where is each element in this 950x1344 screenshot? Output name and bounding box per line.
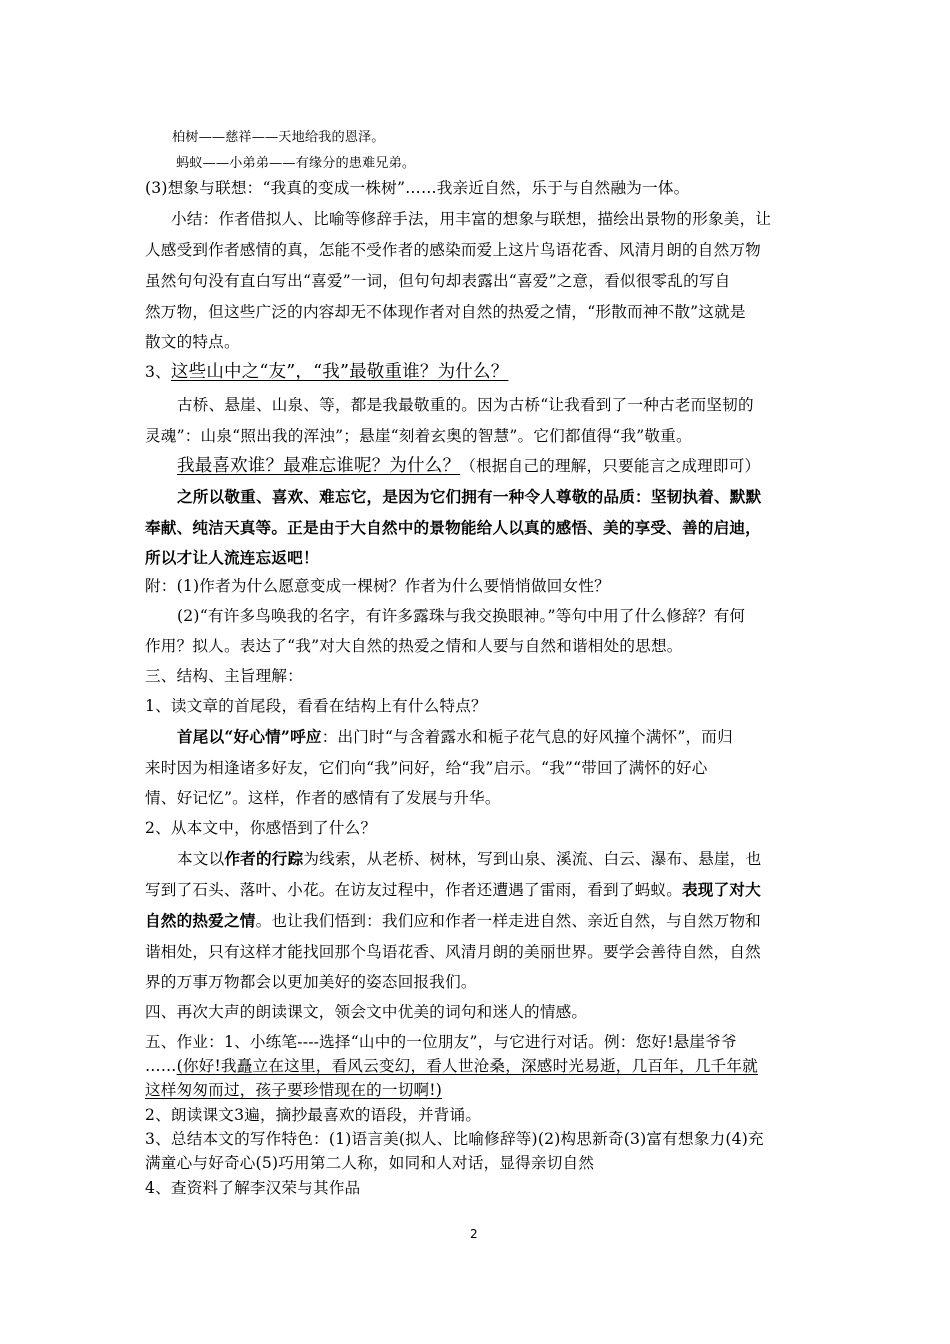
text-line: 作用？拟人。表达了“我”对大自然的热爱之情和人要与自然和谐相处的思想。 xyxy=(145,637,683,655)
bold-line: 之所以敬重、喜欢、难忘它，是因为它们拥有一种令人尊敬的品质：坚韧执着、默默 xyxy=(177,487,762,506)
text-line: 蚂蚁——小弟弟——有缘分的患难兄弟。 xyxy=(176,156,416,171)
text-line: 古桥、悬崖、山泉、等，都是我最敬重的。因为古桥“让我看到了一种古老而坚韧的 xyxy=(177,396,754,414)
text-span: 为线索，从老桥、树林，写到山泉、溪流、白云、瀑布、悬崖，也 xyxy=(303,850,762,868)
text-span: ：出门时“与含着露水和栀子花气息的好风撞个满怀”，而归 xyxy=(321,728,733,746)
text-line: 小结：作者借拟人、比喻等修辞手法，用丰富的想象与联想，描绘出景物的形象美，让 xyxy=(171,210,772,228)
text-line xyxy=(145,880,810,900)
text-line: (2)“有许多鸟唤我的名字，有许多露珠与我交换眼神。”等句中用了什么修辞？有何 xyxy=(177,607,746,625)
question-3 xyxy=(145,362,810,382)
text-span: 写到了石头、落叶、小花。在访友过程中，作者还遭遇了雷雨，看到了蚂蚁。 xyxy=(145,881,682,899)
text-line: 3、总结本文的写作特色：(1)语言美(拟人、比喻修辞等)(2)构思新奇(3)富有想象力(4)充 xyxy=(145,1130,764,1148)
bold-phrase: 自然的热爱之情 xyxy=(145,911,256,930)
text-span: 本文以 xyxy=(177,850,225,868)
text-line: 4、查资料了解李汉荣与其作品 xyxy=(145,1179,361,1197)
page-number: 2 xyxy=(470,1227,478,1241)
question-note: （根据自己的理解，只要能言之成理即可） xyxy=(460,457,761,475)
text-span: …… xyxy=(145,1057,177,1075)
bold-phrase: 作者的行踪 xyxy=(224,849,304,868)
text-line: 情、好记忆”。这样，作者的感情有了发展与升华。 xyxy=(145,789,501,807)
section-heading: 五、作业：1、小练笔----选择“山中的一位朋友”，与它进行对话。例：您好!悬崖爷爷 xyxy=(145,1033,737,1051)
text-line: 附：(1)作者为什么愿意变成一棵树？作者为什么要悄悄做回女性？ xyxy=(145,577,610,595)
section-heading: 四、再次大声的朗读课文，领会文中优美的词句和迷人的情感。 xyxy=(145,1003,588,1021)
text-line: 柏树——慈祥——天地给我的恩泽。 xyxy=(172,130,385,145)
text-line: 散文的特点。 xyxy=(145,333,240,351)
text-line: 满童心与好奇心(5)巧用第二人称，如同和人对话，显得亲切自然 xyxy=(145,1154,595,1172)
bold-phrase: 表现了对大 xyxy=(682,880,761,899)
text-line: 谐相处，只有这样才能找回那个鸟语花香、风清月朗的美丽世界。要学会善待自然，自然 xyxy=(145,943,761,961)
text-line: 1、读文章的首尾段，看看在结构上有什么特点？ xyxy=(145,697,487,715)
bold-line: 奉献、纯洁天真等。正是由于大自然中的景物能给人以真的感悟、美的享受、善的启迪， xyxy=(145,518,761,537)
text-line: 来时因为相逢诸多好友，它们向“我”问好，给“我”启示。“我”“带回了满怀的好心 xyxy=(145,759,708,777)
text-line: 2、从本文中，你感悟到了什么？ xyxy=(145,819,377,837)
underlined-line: 这样匆匆而过，孩子要珍惜现在的一切啊!) xyxy=(145,1081,443,1099)
text-line: 人感受到作者感情的真，怎能不受作者的感染而爱上这片鸟语花香、风清月朗的自然万物 xyxy=(145,241,761,259)
text-line xyxy=(145,911,810,931)
text-line: 然万物，但这些广泛的内容却无不体现作者对自然的热爱之情，“形散而神不散”这就是 xyxy=(145,303,746,321)
text-line: 界的万事万物都会以更加美好的姿态回报我们。 xyxy=(145,973,477,991)
question-number: 3、 xyxy=(145,363,171,381)
question-text: 这些山中之“友”，“我”最敬重谁？为什么？ xyxy=(170,362,509,382)
bold-phrase: 首尾以“好心情”呼应 xyxy=(177,727,322,746)
text-line: 2、朗读课文3遍，摘抄最喜欢的语段，并背诵。 xyxy=(145,1106,482,1124)
text-line: 虽然句句没有直白写出“喜爱”一词，但句句却表露出“喜爱”之意，看似很零乱的写自 xyxy=(145,272,731,290)
bold-line: 所以才让人流连忘返吧！ xyxy=(145,548,319,567)
text-line xyxy=(177,727,842,747)
text-line: (3)想象与联想：“我真的变成一株树”……我亲近自然，乐于与自然融为一体。 xyxy=(145,179,690,197)
question-text: 我最喜欢谁？最难忘谁呢？为什么？ xyxy=(177,456,461,476)
text-line: 灵魂”：山泉“照出我的浑浊”；悬崖“刻着玄奥的智慧”。它们都值得“我”敬重。 xyxy=(145,427,692,445)
text-span: 。也让我们悟到：我们应和作者一样走进自然、亲近自然，与自然万物和 xyxy=(255,912,761,930)
text-line xyxy=(145,1056,810,1076)
question-favorite xyxy=(177,456,842,476)
section-heading: 三、结构、主旨理解： xyxy=(145,667,303,685)
text-line xyxy=(177,849,842,869)
underlined-text: (你好!我矗立在这里，看风云变幻，看人世沧桑，深感时光易逝，几百年，几千年就 xyxy=(176,1057,758,1075)
